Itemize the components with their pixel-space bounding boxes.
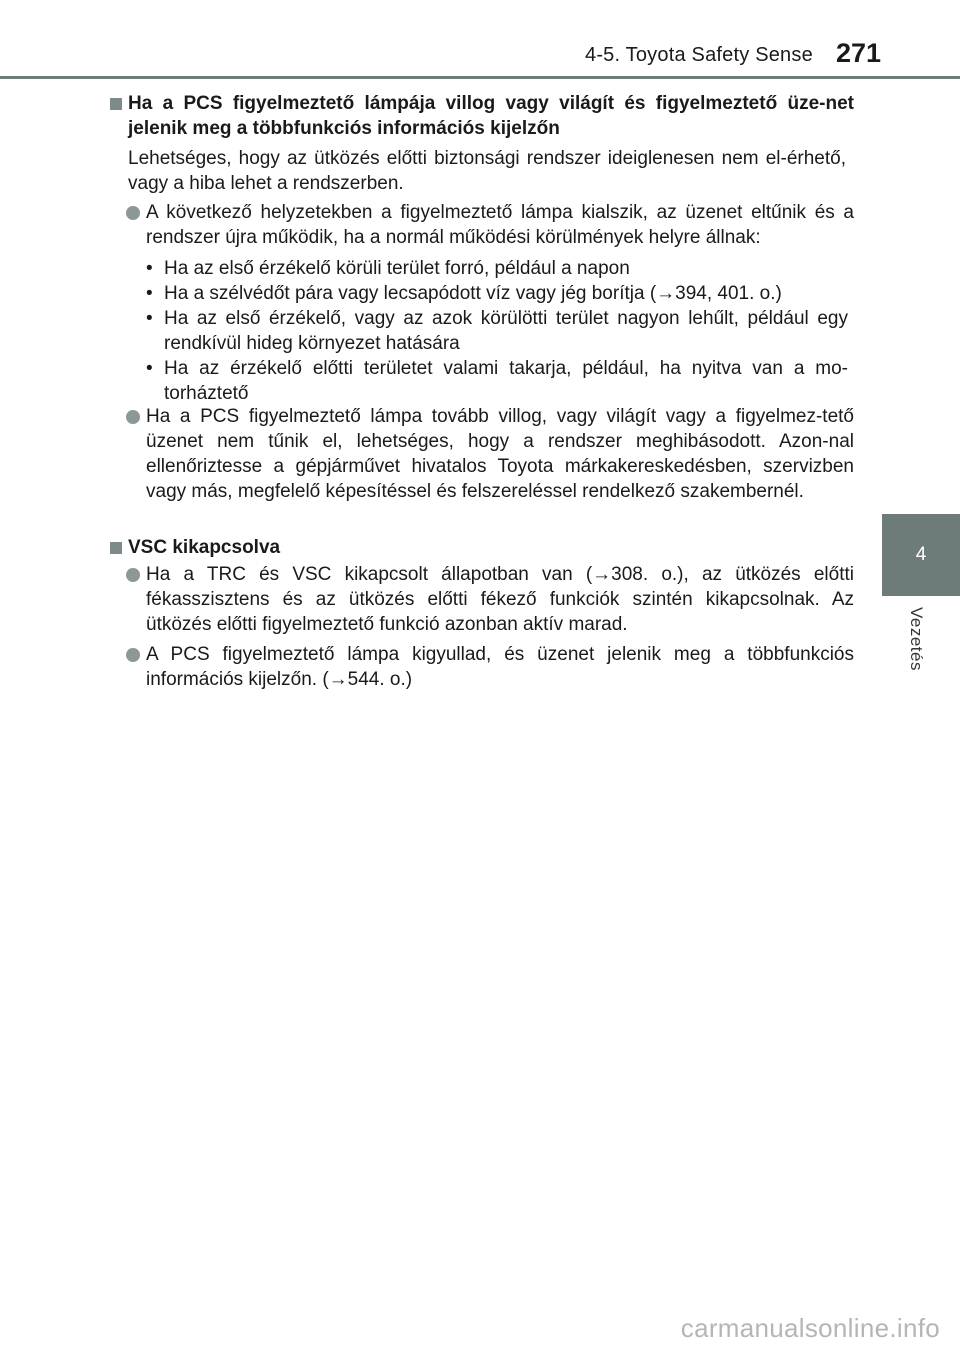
section-heading: VSC kikapcsolva — [128, 537, 281, 558]
page-number: 271 — [836, 38, 882, 68]
section-marker-icon — [110, 542, 122, 554]
watermark: carmanualsonline.info — [680, 1313, 940, 1343]
chapter-tab: 4 — [882, 514, 960, 596]
sub-list-item: Ha az első érzékelő, vagy az azok körülötti terület nagyon lehűlt, például egy rendkívül hideg környezet hatására — [164, 308, 848, 354]
section-heading: Ha a PCS figyelmeztető lámpája villog vagy világít és figyelmeztető üze-net jelenik meg a többfunkciós információs kijelzőn — [128, 93, 854, 139]
header-divider — [0, 76, 960, 79]
sub-list-item: Ha az első érzékelő körüli terület forró, például a napon — [164, 258, 630, 279]
list-item: A következő helyzetekben a figyelmeztető lámpa kialszik, az üzenet eltűnik és a rendszer újra működik, ha a normál működési körülmények helyre állnak: — [146, 202, 854, 248]
chapter-label: Vezetés — [907, 607, 926, 671]
list-item: Ha a TRC és VSC kikapcsolt állapotban van (→308. o.), az ütközés előtti fékasszisztens és az ütközés előtti fékező funkciók szintén kikapcsolnak. Az ütközés előtti figyelmeztető funkció azonban aktív marad. — [146, 564, 854, 635]
sub-list-item: Ha az érzékelő előtti területet valami takarja, például, ha nyitva van a mo-torháztető — [164, 358, 848, 404]
circle-bullet-icon — [126, 648, 140, 662]
section-intro: Lehetséges, hogy az ütközés előtti biztonsági rendszer ideiglenesen nem el-érhető, vagy a hiba lehet a rendszerben. — [128, 148, 846, 194]
list-item: Ha a PCS figyelmeztető lámpa tovább villog, vagy világít vagy a figyelmez-tető üzenet nem tűnik el, lehetséges, hogy a rendszer meghibásodott. Azon-nal ellenőriztesse a gépjárművet hivatalos Toyota márkakereskedésben, szervizben vagy más, megfelelő képesítéssel és felszereléssel rendelkező szakembernél. — [146, 406, 854, 502]
circle-bullet-icon — [126, 568, 140, 582]
section-marker-icon — [110, 98, 122, 110]
bullet-dot: • — [146, 308, 153, 329]
circle-bullet-icon — [126, 206, 140, 220]
circle-bullet-icon — [126, 410, 140, 424]
list-item: A PCS figyelmeztető lámpa kigyullad, és üzenet jelenik meg a többfunkciós információs kijelzőn. (→544. o.) — [146, 644, 854, 690]
bullet-dot: • — [146, 258, 153, 279]
sub-list-item: Ha a szélvédőt pára vagy lecsapódott víz vagy jég borítja (→394, 401. o.) — [164, 283, 782, 304]
header-section-title: 4-5. Toyota Safety Sense — [585, 44, 813, 66]
bullet-dot: • — [146, 358, 153, 379]
bullet-dot: • — [146, 283, 153, 304]
